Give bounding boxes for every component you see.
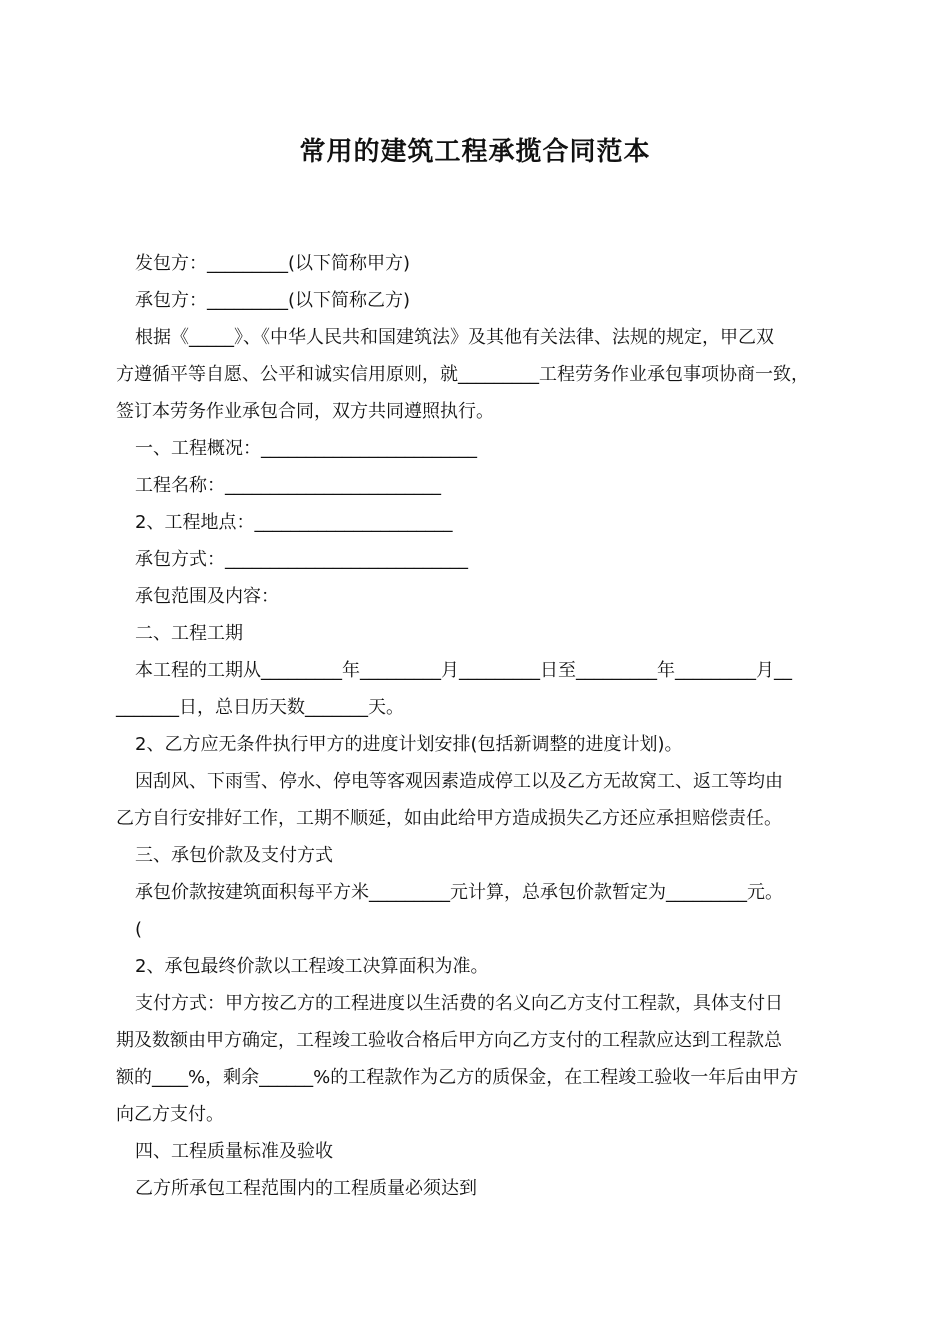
- preamble-line-1: 根据《_____》、《中华人民共和国建筑法》及其他有关法律、法规的规定，甲乙双: [135, 327, 774, 348]
- section-2-heading: 二、工程工期: [135, 623, 243, 644]
- quality-line: 乙方所承包工程范围内的工程质量必须达到: [135, 1178, 477, 1199]
- section-3-heading: 三、承包价款及支付方式: [135, 845, 333, 866]
- payment-line-3: 额的____%，剩余______%的工程款作为乙方的质保金，在工程竣工验收一年后由甲方: [116, 1067, 799, 1088]
- payment-line-1: 支付方式：甲方按乙方的工程进度以生活费的名义向乙方支付工程款，具体支付日: [135, 993, 783, 1014]
- schedule-clause-2: 2、乙方应无条件执行甲方的进度计划安排(包括新调整的进度计划)。: [135, 734, 683, 755]
- delay-clause-line-2: 乙方自行安排好工作，工期不顺延，如由此给甲方造成损失乙方还应承担赔偿责任。: [116, 808, 782, 829]
- party-b-line: 承包方：_________(以下简称乙方): [135, 290, 411, 311]
- preamble-line-2: 方遵循平等自愿、公平和诚实信用原则，就_________工程劳务作业承包事项协商一致，: [116, 364, 809, 385]
- contract-method-line: 承包方式：___________________________: [135, 549, 468, 570]
- delay-clause-line-1: 因刮风、下雨雪、停水、停电等客观因素造成停工以及乙方无故窝工、返工等均由: [135, 771, 783, 792]
- price-line: 承包价款按建筑面积每平方米_________元计算，总承包价款暂定为_________元。: [135, 882, 783, 903]
- payment-line-4: 向乙方支付。: [116, 1104, 224, 1125]
- schedule-line-2: _______日，总日历天数_______天。: [116, 697, 404, 718]
- preamble-line-3: 签订本劳务作业承包合同，双方共同遵照执行。: [116, 401, 494, 422]
- document-body: [116, 245, 836, 1207]
- party-a-line: 发包方：_________(以下简称甲方): [135, 253, 411, 274]
- payment-line-2: 期及数额由甲方确定，工程竣工验收合格后甲方向乙方支付的工程款应达到工程款总: [116, 1030, 782, 1051]
- contract-scope-line: 承包范围及内容：: [135, 586, 279, 607]
- project-name-line: 工程名称：________________________: [135, 475, 441, 496]
- section-4-heading: 四、工程质量标准及验收: [135, 1141, 333, 1162]
- section-1-heading: 一、工程概况：________________________: [135, 438, 477, 459]
- stray-paren-line: (: [135, 919, 143, 940]
- schedule-line-1: 本工程的工期从_________年_________月_________日至_________年_________月__: [135, 660, 792, 681]
- document-title: 常用的建筑工程承揽合同范本: [299, 137, 651, 167]
- project-location-line: 2、工程地点：______________________: [135, 512, 453, 533]
- final-price-line: 2、承包最终价款以工程竣工决算面积为准。: [135, 956, 489, 977]
